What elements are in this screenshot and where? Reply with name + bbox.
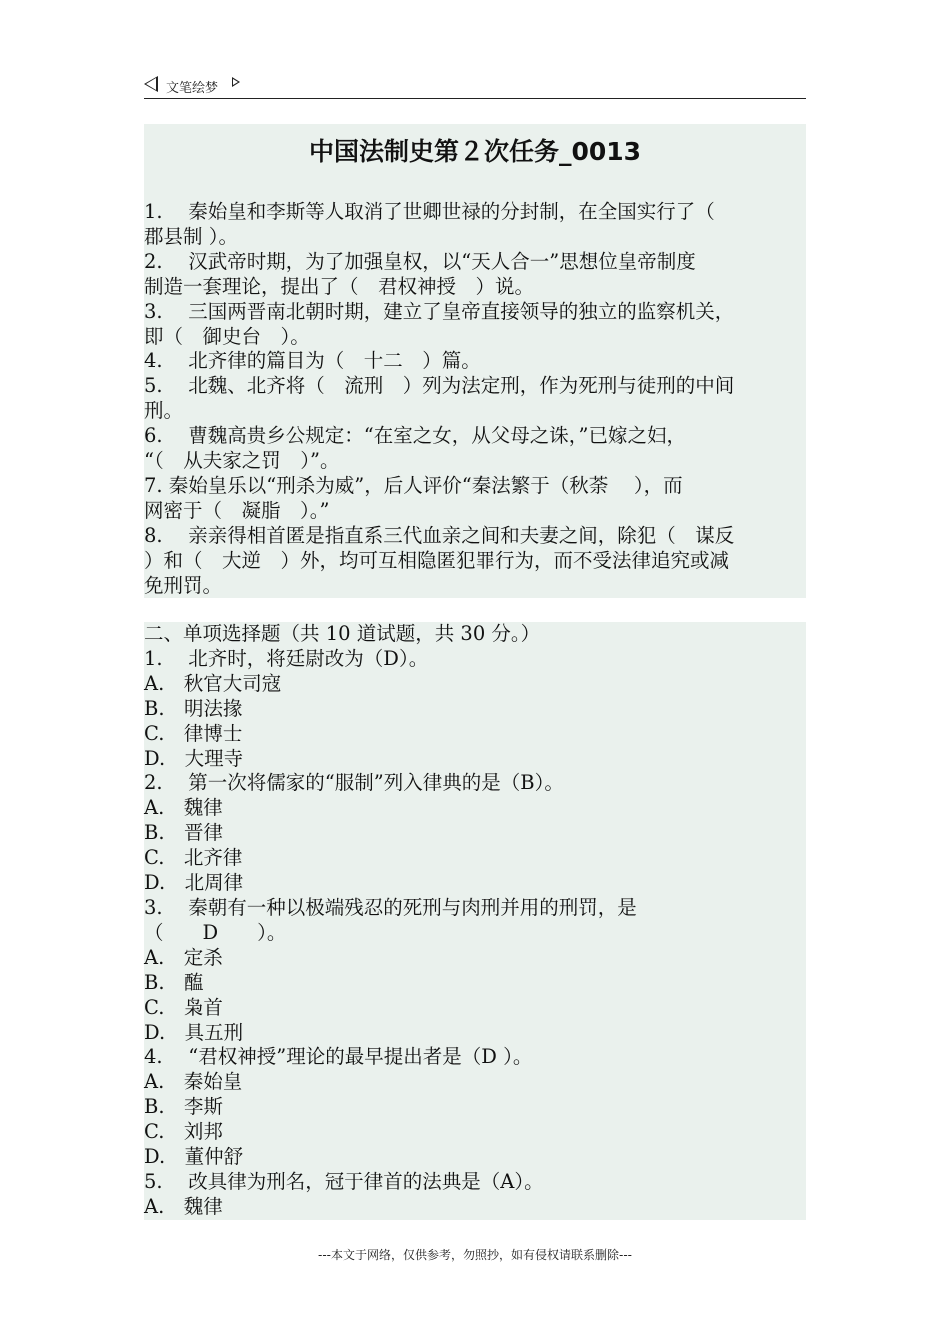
text-line: 网密于（ 凝脂 ）。”	[144, 498, 330, 522]
text-line: 6. 曹魏高贵乡公规定：“在室之女，从父母之诛，”已嫁之妇，	[144, 424, 686, 448]
text-line: 1. 北齐时，将廷尉改为（D）。	[144, 646, 429, 670]
text-line: 4. “君权神授”理论的最早提出者是（D ）。	[144, 1045, 533, 1069]
text-line: “（ 从夫家之罚 ）”。	[144, 449, 340, 473]
text-line: 3. 秦朝有一种以极端残忍的死刑与肉刑并用的刑罚，是	[144, 895, 637, 919]
single-choice-section	[144, 622, 806, 1220]
text-line: 二、单项选择题（共 10 道试题，共 30 分。）	[144, 622, 541, 645]
single-choice-list	[144, 622, 637, 1220]
text-line: C. 刘邦	[144, 1120, 223, 1144]
page-footer: ---本文于网络，仅供参考，勿照抄，如有侵权请联系删除---	[318, 1248, 632, 1262]
text-line: 3. 三国两晋南北朝时期，建立了皇帝直接领导的独立的监察机关，	[144, 299, 735, 323]
document-title: 中国法制史第２次任务_0013	[308, 137, 642, 166]
text-line: 1. 秦始皇和李斯等人取消了世卿世禄的分封制，在全国实行了（	[144, 200, 715, 223]
text-line: 8. 亲亲得相首匿是指直系三代血亲之间和夫妻之间，除犯（ 谋反	[144, 523, 735, 547]
triangle-right-icon	[232, 77, 240, 87]
text-line: A. 秦始皇	[144, 1070, 243, 1094]
text-line: A. 魏律	[144, 1194, 223, 1218]
text-line: 5. 北魏、北齐将（ 流刑 ）列为法定刑，作为死刑与徒刑的中间	[144, 374, 735, 398]
text-line: C. 北齐律	[144, 846, 243, 870]
text-line: 2. 汉武帝时期，为了加强皇权，以“天人合一”思想位皇帝制度	[144, 249, 696, 273]
text-line: 免刑罚。	[144, 573, 223, 597]
text-line: B. 明法掾	[144, 696, 243, 720]
text-line: 郡县制 ）。	[144, 224, 238, 248]
text-line: 5. 改具律为刑名，冠于律首的法典是（A）。	[144, 1169, 544, 1193]
text-line: B. 醢	[144, 970, 204, 994]
text-line: D. 具五刑	[144, 1020, 244, 1044]
text-line: C. 枭首	[144, 995, 223, 1019]
text-line: B. 晋律	[144, 821, 224, 845]
triangle-left-icon	[144, 76, 158, 92]
page-header	[144, 72, 806, 99]
text-line: 2. 第一次将儒家的“服制”列入律典的是（B）。	[144, 771, 564, 795]
text-line: D. 北周律	[144, 871, 244, 895]
text-line: C. 律博士	[144, 721, 243, 745]
fill-blank-list	[144, 200, 734, 599]
text-line: 7. 秦始皇乐以“刑杀为威”，后人评价“秦法繁于（秋荼 ），而	[144, 473, 683, 497]
text-line: A. 秋官大司寇	[144, 671, 282, 695]
text-line: A. 魏律	[144, 796, 223, 820]
text-line: ）和（ 大逆 ）外，均可互相隐匿犯罪行为，而不受法律追究或减	[144, 548, 730, 572]
text-line: D. 大理寺	[144, 746, 244, 770]
text-line: 刑。	[144, 399, 184, 423]
text-line: D. 董仲舒	[144, 1145, 244, 1169]
text-line: 4. 北齐律的篇目为（ 十二 ）篇。	[144, 349, 481, 373]
text-line: （ D ）。	[144, 920, 287, 944]
text-line: 制造一套理论，提出了（ 君权神授 ）说。	[144, 274, 535, 298]
text-line: 即（ 御史台 ）。	[144, 324, 310, 348]
brand-label: 文笔绘梦	[166, 81, 219, 96]
text-line: A. 定杀	[144, 945, 223, 969]
fill-blank-section	[144, 124, 806, 598]
text-line: B. 李斯	[144, 1095, 224, 1119]
